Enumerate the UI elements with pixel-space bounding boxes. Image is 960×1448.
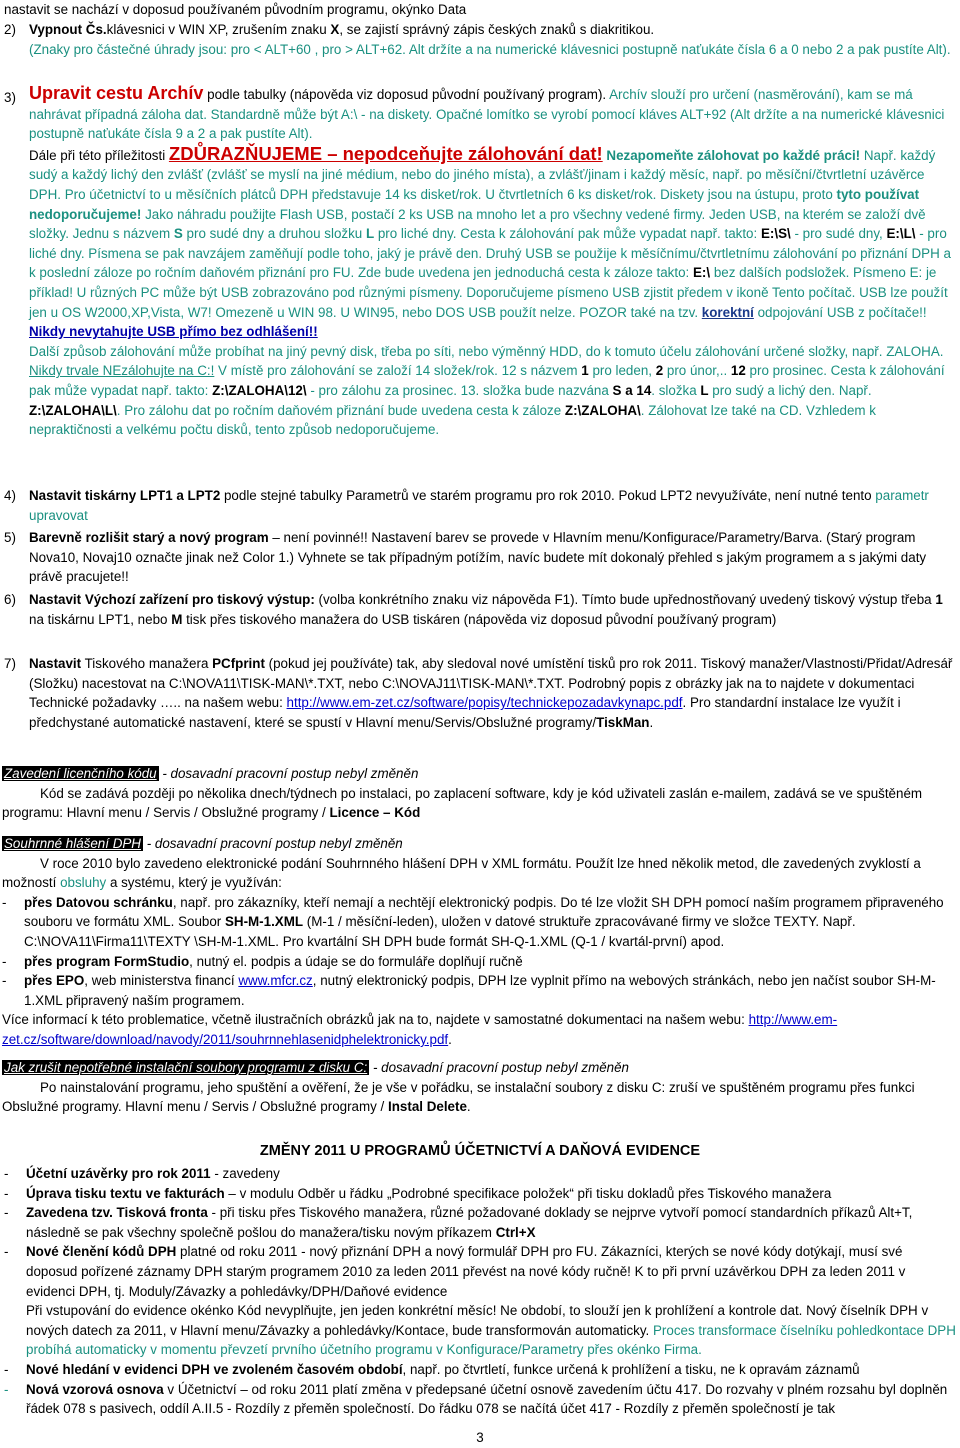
- delete-heading: Jak zrušit nepotřebné instalační soubory programu z disku C:: [4, 1060, 368, 1075]
- step-number: 4): [4, 488, 16, 503]
- step-7-text1: Tiskového manažera: [81, 656, 213, 671]
- step-6-bold4: M: [171, 611, 183, 627]
- step-3-text7b: pro sudé dny a druhou složku: [182, 226, 366, 242]
- usb-warning: Nikdy nevytahujte USB přímo bez odhlášení!!: [29, 324, 318, 340]
- step-3-text8b: V místě pro zálohování se založí 14 složek/rok. 12 s názvem: [214, 363, 582, 379]
- step-2-x: X: [330, 22, 340, 37]
- step-7-bold2: PCfprint: [212, 656, 265, 671]
- step-7-text4: .: [649, 714, 654, 730]
- intro-text: nastavit se nachází v doposud používaném původním programu, okýnko Data: [4, 2, 467, 17]
- sh-item1: , např. pro zákazníky, kteří nemají a nechtějí elektronický podpis. Do té lze vložit SH DPH pomocí naším programem připraveného souboru ve formátu XML. Soubor: [24, 894, 944, 930]
- sh-subheading: - dosavadní pracovní postup nebyl změněn: [142, 836, 403, 851]
- list-item: - Úprava tisku textu ve fakturách – v modulu Odběr u řádku „Podrobné specifikace položek“ při tisku dokladů přes Tiskového manažera: [4, 1185, 832, 1201]
- licence-subheading: - dosavadní pracovní postup nebyl změněn: [158, 766, 419, 781]
- chg3-key: Ctrl+X: [495, 1224, 536, 1240]
- step-number: 3): [4, 90, 16, 105]
- path-zaloha-l: Z:\ZALOHA\L\: [29, 402, 117, 418]
- step-5-bold: Barevně rozlišit starý a nový program: [29, 530, 269, 545]
- path-zaloha: Z:\ZALOHA\: [564, 402, 641, 418]
- delete-text: Po nainstalování programu, jeho spuštění a ověření, že je vše v pořádku, se instalační soubory z disku C: zruší ve spuštěném programu přes funkci Obslužné programy. Hlavní menu / Servis / Obslužné programy /: [2, 1079, 915, 1115]
- step-3-text8c: pro leden,: [588, 363, 656, 379]
- sh-item1-bold: přes Datovou schránku: [24, 894, 173, 910]
- step-6-text2: (volba konkrétního znaku viz nápověda F1). Tímto bude upřednostňovaný uvedený tiskový výstup třeba: [314, 592, 936, 607]
- step-4-green: parametr upravovat: [29, 488, 929, 523]
- list-item: - Nové hledání v evidenci DPH ve zvoleném časovém období, např. po čtvrtletí, funkce určená k prohlížení a tisku, ne k opravám záznamů: [4, 1361, 860, 1377]
- step-3-text7e: - pro liché dny. Písmena se pak navzájem zaměňují podle toho, jaký je právě den. Druhý USB se použije k měsíčnímu/čtvrtletnímu zálohování po přiznání DPH a k poslední záloze po ročním daňovém přiznání pro FU. Zde bude uvedena jen jednoduchá cesta k záloze takto:: [29, 226, 951, 281]
- step-2-note-text: (Znaky pro částečné úhrady jsou: pro < ALT+60 , pro > ALT+62. Alt držíte a na numerické klávesnici postupně naťukáte čísla 6 a 0 nebo 2 a pak pustíte Alt).: [29, 42, 951, 57]
- changes-list: [4, 1164, 956, 1419]
- chg2-bold: Úprava tisku textu ve fakturách: [26, 1185, 225, 1201]
- intro-line: [4, 0, 956, 20]
- step-3-text6b: tyto používat nedoporučujeme!: [29, 186, 920, 222]
- delete-menu-item: Instal Delete: [388, 1099, 467, 1115]
- sh-item3: , web ministerstva financí: [84, 973, 239, 989]
- sh-green: obsluhy: [60, 875, 107, 891]
- step-3-text5: Nezapomeňte zálohovat po každé práci!: [602, 147, 864, 163]
- l-folder: L: [700, 382, 709, 398]
- sh-heading: Souhrnné hlášení DPH: [4, 836, 141, 851]
- step-number: 2): [4, 22, 16, 37]
- list-item: - Nové členění kódů DPH platné od roku 2011 - nový přiznání DPH a nový formulář DPH pro FU. Zákazníci, kterých se nové kódy dotýkají, musí své doposud pořízené záznamy DPH starým programem 2010 za leden 2011 převést na nové kódy ručně! K to při první uzávěrkou DPH za leden 2011 v evidenci DPH, tj. Moduly/Závazky a pohledávky/DPH/Daňové evidence Při vstupování do evidence okénko Kód nevyplňujte, jen jeden konkrétní měsíc! Ne období, to slouží jen k prohlížení a kontrole dat. Nový číselník DPH v nových datech za 2011, v Hlavní menu/Závazky a pohledávky/Kontace, bude transformován automaticky. Proces transformace číselníku pohledkontace DPH probíhá automaticky v momentu převzetí prvního účetního programu v Konfigurace/Parametry přes okénko Firma.: [4, 1244, 956, 1358]
- step-3-text7d: - pro sudé dny,: [790, 226, 887, 242]
- step-number: 6): [4, 592, 16, 607]
- step-3-title: Upravit cestu Archív: [29, 83, 204, 103]
- step-2-bold: Vypnout: [29, 22, 86, 37]
- chg4-green: Proces transformace číselníku pohledkontace DPH probíhá automaticky v momentu převzetí prvního účetního programu v Konfigurace/Parametry přes okénko Firma.: [26, 1322, 956, 1358]
- num-2: 2: [655, 363, 664, 379]
- step-2-text2: , zrušením znaku: [224, 22, 331, 37]
- step-3: [4, 84, 956, 440]
- step-3-text8g: . složka: [651, 382, 701, 398]
- korektni-word: korektní: [701, 304, 754, 320]
- chg4-x: Při vstupování do evidence okénko Kód nevyplňujte, jen jeden konkrétní měsíc! Ne období, to slouží jen k prohlížení a kontrole dat. Nový číselník DPH v nových datech za 2011, v Hlavní menu/Závazky a pohledávky/Kontace, bude transformován automaticky.: [26, 1303, 929, 1338]
- licence-heading: Zavedení licenčního kódu: [4, 766, 157, 781]
- delete-section: [2, 1058, 956, 1117]
- step-6-bold3: 1: [935, 592, 943, 607]
- sh-doc-link[interactable]: http://www.em-zet.cz/software/download/navody/2011/souhrnnehlasenidphelektronicky.pdf: [2, 1012, 838, 1047]
- step-4-text: podle stejné tabulky Parametrů ve starém programu pro rok 2010. Pokud LPT2 nevyužíváte, není nutné tento: [220, 488, 876, 503]
- sh-item1-file: SH-M-1.XML: [224, 914, 304, 930]
- step-7-text2: (pokud jej používáte) tak, aby sledoval nové umístění tisků pro rok 2011. Tiskový manažer/Vlastnosti/Přidat/Adresář (Složku) nacestovat na C:\NOVA11\TISK-MAN\*.TXT, nebo C:\NOVAJ11\TISK-MAN\*.TXT. Podrobný popis z obrázky jak na to najdete v dokumentaci Technické požadavky ….. na našem webu:: [29, 656, 953, 711]
- licence-text: Kód se zadává později po několika dnech/týdnech po instalaci, po zaplacení software, kdy je kód uživateli zaslán e-mailem, zadává se ve spuštěném programu: Hlavní menu / Servis / Obslužné programy /: [2, 785, 923, 821]
- sh-section: [2, 834, 956, 1050]
- step-3-text8j: . Zálohovat lze také na CD. Vzhledem k nepraktičnosti a velkému počtu disků, tento způsob nedoporučujeme.: [29, 402, 876, 438]
- chg4: platné od roku 2011 - nový přiznání DPH a nový formulář DPH pro FU. Zákazníci, kterých se nové kódy dotýkají, musí své doposud pořízené záznamy DPH starým programem 2010 za leden 2011 převést na nové kódy ručně! K to při první uzávěrkou DPH za leden 2011 v evidenci DPH, tj. Moduly/Závazky a pohledávky/DPH/Daňové evidence: [26, 1244, 906, 1299]
- licence-section: [2, 764, 956, 823]
- step-3-text7f: bez dalších podsložek. Písmeno E: je příklad! U různých PC může být USB zobrazováno pod různými písmeny. Doporučujeme písmeno USB zjistit předem v ikoně Tento počítač. USB lze použít jen u OS W2000,XP,Vista, W7! Omezeně u WIN 98. U WIN95, nebo DOS USB použít nelze. POZOR také na tzv.: [29, 265, 948, 320]
- sh-more: Více informací k této problematice, včetně ilustračních obrázků jak na to, najdete v samostatné dokumentaci na našem webu:: [2, 1012, 749, 1028]
- delete-subheading: - dosavadní pracovní postup nebyl změněn: [369, 1060, 630, 1075]
- step-3-text7: Jako náhradu použijte Flash USB, postačí 2 ks USB na mnoho let a pro všechny vedené firmy. Jeden USB, na kterém se založí dvě složky. Jednu s názvem: [29, 206, 926, 242]
- chg4-bold: Nové členění kódů DPH: [26, 1244, 177, 1260]
- delete-end: .: [466, 1099, 471, 1115]
- step-4-bold: Nastavit tiskárny LPT1 a LPT2: [29, 488, 221, 503]
- step-3-text8: Další způsob zálohování může probíhat na jiný pevný disk, třeba po síti, nebo výměnný HDD, do k tomuto účelu zálohování určené složky, např. ZALOHA.: [29, 343, 944, 359]
- mfcr-link[interactable]: www.mfcr.cz: [238, 973, 313, 989]
- step-3-text8e: pro prosinec. Cesta k zálohování pak může vypadat např. takto:: [29, 363, 945, 398]
- step-3-text8f: - pro zálohu za prosinec. 13. složka bude nazvána: [306, 382, 613, 398]
- num-1: 1: [581, 363, 589, 379]
- list-item: - Zavedena tzv. Tisková fronta - při tisku přes Tiskového manažera, různé požadované doklady se nejprve vytvoří pomocí standardních příkazů Alt+T, následně se pak všechny společně pošlou do manažera/tisku novým příkazem Ctrl+X: [4, 1205, 913, 1240]
- step-3-text6: Např. každý sudý a každý lichý den zvlášť (zvlášť se myslí na jiné médium, nebo do jiného místa), a zvlášť/jinam i každý měsíc, např. po měsíční/čtvrtletní uzávěrce DPH. Pro účetnictví to u měsíčních plátců DPH představuje 14 ks disket/rok. U čtvrtletních 6 ks disket/rok. Diskety jsou na ústupu, proto: [29, 147, 936, 202]
- step-3-text7g: odpojování USB z počítače!!: [753, 304, 927, 320]
- technical-requirements-link[interactable]: http://www.em-zet.cz/software/popisy/technickepozadavkynapc.pdf: [286, 695, 683, 711]
- step-3-text8u: Nikdy trvale NEzálohujte na C:!: [29, 363, 215, 379]
- step-2: [4, 20, 956, 40]
- chg3: - při tisku přes Tiskového manažera, různé požadované doklady se nejprve vytvoří pomocí standardních příkazů Alt+T, následně se pak všechny společně pošlou do manažera/tisku novým příkazem: [26, 1205, 913, 1240]
- step-7-text3: . Pro standardní instalace lze využít i předchystané automatické nastavení, které se spustí v Hlavní menu/Servis/Obslužné programy/: [29, 695, 901, 730]
- sh-item3-c: , nutný elektronický podpis, DPH lze vyplnit přímo na webových stránkách, nebo jen načíst soubor SH-M-1.XML připravený naším programem.: [24, 973, 936, 1008]
- path-e-s: E:\S\: [760, 226, 791, 242]
- step-3-text8d: pro únor,..: [663, 363, 731, 379]
- step-6-bold: Nastavit: [29, 592, 82, 607]
- step-7: [4, 654, 956, 732]
- path-e: E:\: [692, 265, 711, 281]
- step-5: [4, 528, 956, 587]
- sh-item1-c: (M-1 / měsíční-leden), uložen v datové struktuře zpracovávané firmy ve složce TEXTY. Např. C:\NOVA11\Firma11\TEXTY \SH-M-1.XML. Pro kvartální SH DPH bude formát SH-Q-1.XML (Q-1 / kvartál-první) apod.: [24, 914, 856, 949]
- step-3-text2: Archív slouží pro určení (nasměrování), kam se má nahrávat případná záloha dat. Standardně může být A:\ - na diskety.: [29, 87, 913, 122]
- step-5-text: – není povinné!! Nastavení barev se provede v Hlavním menu/Konfigurace/Parametry/Barva. (Starý program Nova10, Novaj10 označte jinak než Color 1.) Vyhnete se tak případným potížím, navíc budete mít dokonalý přehled s jakým programem a s jakými daty právě pracujete!!: [29, 530, 927, 585]
- sh-intro: V roce 2010 bylo zavedeno elektronické podání Souhrnného hlášení DPH v XML formátu. Použít lze hned několik metod, dle zavedených zvyklostí a možností: [2, 855, 921, 891]
- step-number: 7): [4, 656, 16, 671]
- list-item: - přes program FormStudio, nutný el. podpis a údaje se do formuláře doplňují ručně: [2, 953, 523, 969]
- step-2-text3: , se zajistí správný zápis českých znaků s diakritikou.: [339, 22, 655, 37]
- sh-item2-bold: přes program FormStudio: [24, 953, 190, 969]
- chg3-bold: Zavedena tzv. Tisková fronta: [26, 1205, 208, 1221]
- folder-l: L: [365, 226, 375, 242]
- list-item: - přes Datovou schránku, např. pro zákazníky, kteří nemají a nechtějí elektronický podpis. Do té lze vložit SH DPH pomocí naším programem připraveného souboru ve formátu XML. Soubor SH-M-1.XML (M-1 / měsíční-leden), uložen v datové struktuře zpracovávané firmy ve složce TEXTY. Např. C:\NOVA11\Firma11\TEXTY \SH-M-1.XML. Pro kvartální SH DPH bude formát SH-Q-1.XML (Q-1 / kvartál-první) apod.: [2, 894, 944, 949]
- list-item: - Nová vzorová osnova v Účetnictví – od roku 2011 platí změna v předepsané účetní osnově zavedením účtu 417. Do rozvahy v plném rozsahu byl doplněn řádek 078 s pasivech, oddíl A.II.5 - Rozdíly z přeměn společností. Do řádku 078 se načítá účet 417 - Rozdíly z přeměn společností je tak: [4, 1381, 948, 1417]
- folder-s: S: [173, 226, 183, 242]
- sh-item2: , nutný el. podpis a údaje se do formuláře doplňují ručně: [189, 953, 523, 969]
- page-number: 3: [476, 1430, 484, 1445]
- step-6-text4: tisk přes tiskového manažera do USB tiskáren (nápověda viz doposud původní používaný program): [182, 611, 777, 627]
- changes-title-text: ZMĚNY 2011 U PROGRAMŮ ÚČETNICTVÍ A DAŇOVÁ EVIDENCE: [259, 1143, 701, 1159]
- step-3-text3: Opačné lomítko se vyrobí pomocí kláves ALT+92 (Alt držíte a na numerické klávesnici postupně naťukáte čísla 9 a 2 a pak pustíte Alt).: [29, 106, 945, 142]
- list-item: - Účetní uzávěrky pro rok 2011 - zavedeny: [4, 1166, 280, 1181]
- step-6-bold2: Výchozí zařízení pro tiskový výstup:: [84, 592, 315, 607]
- step-3-text8i: . Pro zálohu dat po ročním daňovém přiznání bude uvedena cesta k záloze: [116, 402, 565, 418]
- licence-menu-item: Licence – Kód: [329, 805, 421, 821]
- emphasis-heading: ZDŮRAZŇUJEME – nepodceňujte zálohování dat!: [168, 142, 603, 164]
- chg6-bold: Nová vzorová osnova: [26, 1381, 164, 1397]
- step-4: [4, 486, 956, 525]
- path-e-l: E:\L\: [886, 226, 916, 242]
- step-3-text8h: pro sudý a lichý den. Např.: [708, 382, 872, 398]
- chg1: - zavedeny: [210, 1166, 280, 1181]
- step-2-note: [4, 40, 956, 60]
- step-number: 5): [4, 530, 16, 545]
- chg5: , např. po čtvrtletí, funkce určená k prohlížení a tisku, ne k opravám záznamů: [402, 1361, 860, 1377]
- step-2-bold2: Čs.: [85, 22, 107, 37]
- step-7-bold: Nastavit: [29, 656, 82, 671]
- s-and-14: S a 14: [612, 382, 652, 398]
- sh-end: .: [448, 1031, 452, 1047]
- num-12: 12: [730, 363, 746, 379]
- chg2: – v modulu Odběr u řádku „Podrobné specifikace položek“ při tisku dokladů přes Tiskového manažera: [224, 1185, 832, 1201]
- step-3-text1: podle tabulky (nápověda viz doposud původní používaný program).: [203, 87, 610, 102]
- step-3-text4: Dále při této příležitosti: [29, 147, 169, 163]
- step-6: [4, 590, 956, 629]
- chg6: v Účetnictví – od roku 2011 platí změna v předepsané účetní osnově zavedením účtu 417. Do rozvahy v plném rozsahu byl doplněn řádek 078 s pasivech, oddíl A.II.5 - Rozdíly z přeměn společností. Do řádku 078 se načítá účet 417 - Rozdíly z přeměn společností je tak: [26, 1381, 948, 1417]
- list-item: - přes EPO, web ministerstva financí www.mfcr.cz, nutný elektronický podpis, DPH lze vyplnit přímo na webových stránkách, nebo jen načíst soubor SH-M-1.XML připravený naším programem.: [2, 973, 936, 1008]
- chg1-bold: Účetní uzávěrky pro rok 2011: [26, 1166, 211, 1181]
- step-3-text7c: pro liché dny. Cesta k zálohování pak může vypadat např. takto:: [374, 226, 761, 242]
- path-zaloha-12: Z:\ZALOHA\12\: [212, 382, 307, 398]
- step-2-text: klávesnici v WIN XP: [106, 22, 225, 37]
- step-6-text3: na tiskárnu LPT1, nebo: [29, 611, 172, 627]
- step-7-bold3: TiskMan: [596, 714, 650, 730]
- chg5-bold: Nové hledání v evidenci DPH ve zvoleném časovém období: [26, 1361, 403, 1377]
- sh-item3-bold: přes EPO: [24, 973, 85, 989]
- changes-title: [4, 1142, 956, 1162]
- sh-intro2: a systému, který je využíván:: [106, 875, 282, 891]
